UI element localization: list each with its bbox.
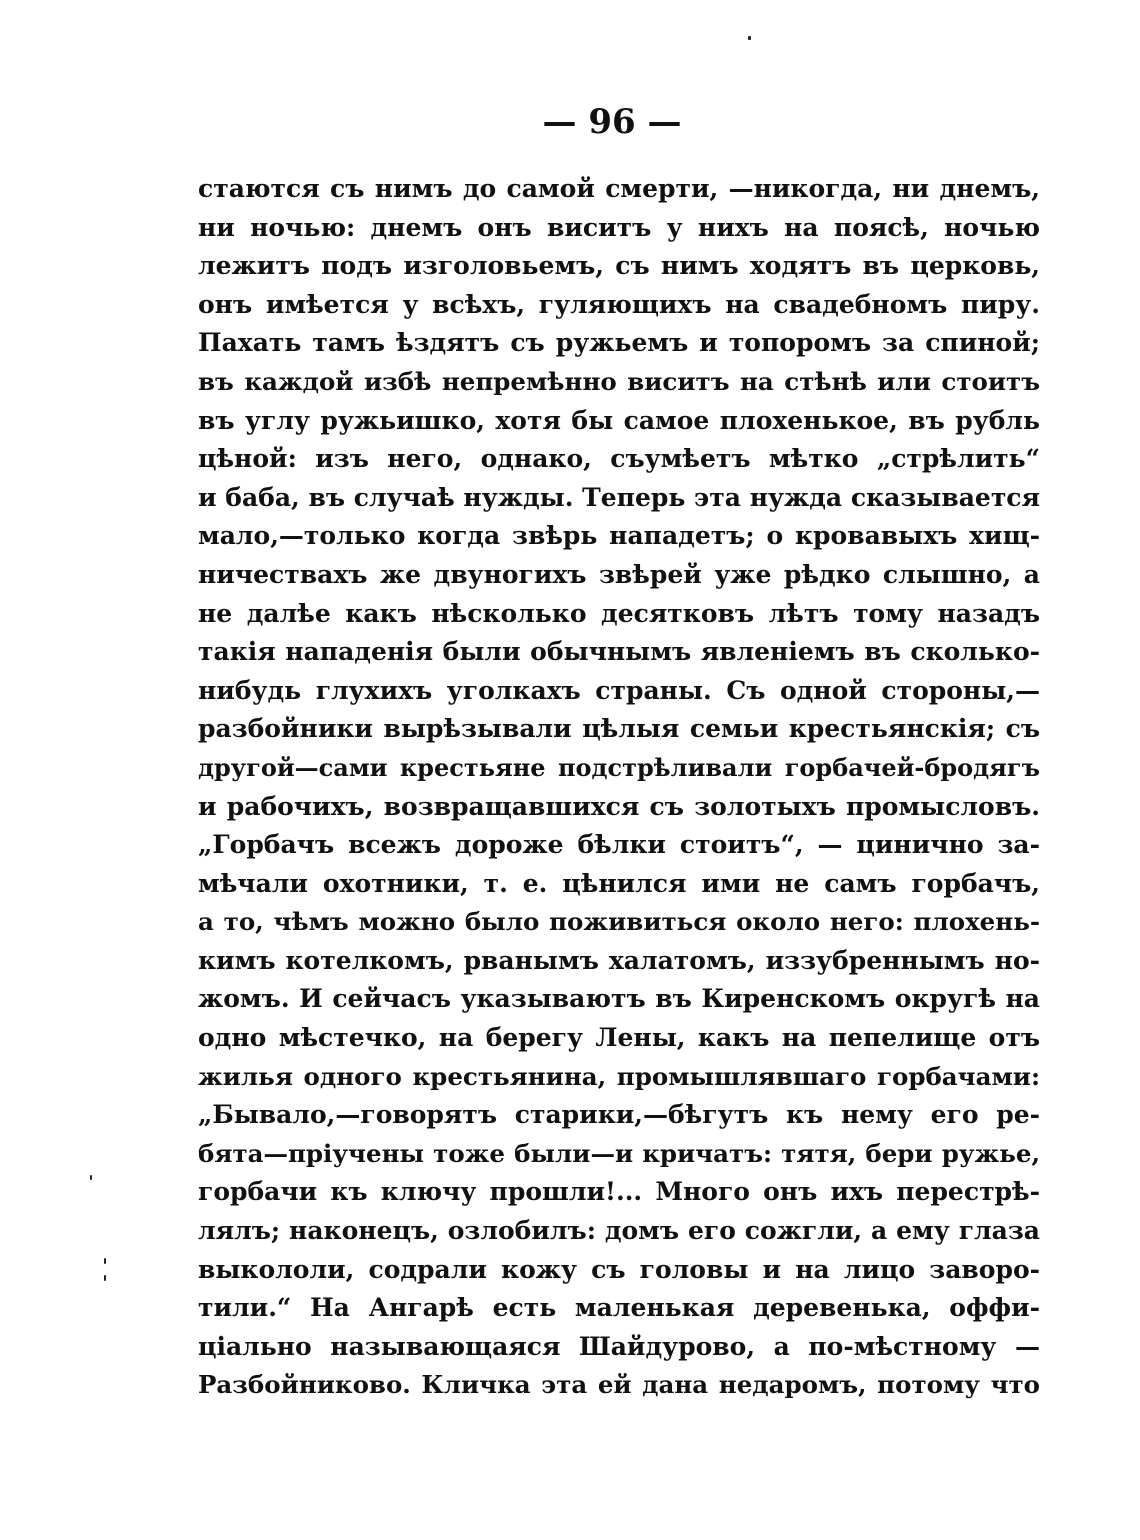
text-line: „Бывало,—говорятъ старики,—бѣгутъ къ нему его ре- xyxy=(198,1100,1040,1130)
body-text xyxy=(198,170,1040,1405)
text-line: разбойники вырѣзывали цѣлыя семьи крестьянскія; съ xyxy=(198,714,1040,744)
text-line: онъ имѣется у всѣхъ, гуляющихъ на свадебномъ пиру. xyxy=(198,289,1040,319)
text-line: выкололи, содрали кожу съ головы и на лицо заворо- xyxy=(198,1254,1040,1284)
scan-speck xyxy=(748,36,751,40)
text-line: Пахать тамъ ѣздятъ съ ружьемъ и топоромъ за спиной; xyxy=(198,328,1040,358)
scan-speck xyxy=(104,1275,106,1281)
text-line: и баба, въ случаѣ нужды. Теперь эта нужда сказывается xyxy=(198,482,1040,512)
text-line: не далѣе какъ нѣсколько десятковъ лѣтъ тому назадъ xyxy=(198,598,1040,628)
page-number: — 96 — xyxy=(542,102,682,142)
text-line: одно мѣстечко, на берегу Лены, какъ на пепелище отъ xyxy=(198,1023,1040,1053)
text-line: жилья одного крестьянина, промышлявшаго горбачами: xyxy=(198,1061,1040,1091)
text-line: нибудь глухихъ уголкахъ страны. Съ одной стороны,— xyxy=(198,675,1040,705)
text-line: въ каждой избѣ непремѣнно виситъ на стѣнѣ или стоитъ xyxy=(198,366,1040,396)
text-line: ничествахъ же двуногихъ звѣрей уже рѣдко слышно, а xyxy=(198,559,1040,589)
text-line: стаются съ нимъ до самой смерти, —никогда, ни днемъ, xyxy=(198,174,1040,203)
scan-speck xyxy=(104,1258,106,1264)
text-line: такія нападенія были обычнымъ явленіемъ въ сколько- xyxy=(198,637,1040,667)
text-line: бята—пріучены тоже были—и кричатъ: тятя, бери ружье, xyxy=(198,1138,1040,1168)
scan-speck xyxy=(90,1175,92,1180)
text-line: „Горбачъ всежъ дороже бѣлки стоитъ“, — цинично за- xyxy=(198,830,1040,860)
text-line: а то, чѣмъ можно было поживиться около него: плохень- xyxy=(198,907,1040,937)
text-line: и рабочихъ, возвращавшихся съ золотыхъ промысловъ. xyxy=(198,791,1040,821)
text-line: цѣной: изъ него, однако, съумѣетъ мѣтко „стрѣлить“ xyxy=(198,444,1040,474)
text-line: Разбойниково. Кличка эта ей дана недаромъ, потому что xyxy=(198,1370,1040,1400)
text-line: ни ночью: днемъ онъ виситъ у нихъ на поясѣ, ночью xyxy=(198,212,1040,242)
text-line: лялъ; наконецъ, озлобилъ: домъ его сожгли, а ему глаза xyxy=(198,1216,1040,1246)
text-line: горбачи къ ключу прошли!... Много онъ ихъ перестрѣ- xyxy=(198,1177,1040,1207)
text-line: въ углу ружьишко, хотя бы самое плохенькое, въ рубль xyxy=(198,405,1040,435)
text-line: другой—сами крестьяне подстрѣливали горбачей-бродягъ xyxy=(198,752,1040,782)
text-line: тили.“ На Ангарѣ есть маленькая деревенька, оффи- xyxy=(198,1293,1040,1323)
text-line: лежитъ подъ изголовьемъ, съ нимъ ходятъ въ церковь, xyxy=(198,251,1040,281)
text-line: кимъ котелкомъ, рванымъ халатомъ, иззубреннымъ но- xyxy=(198,945,1040,975)
text-line: мѣчали охотники, т. е. цѣнился ими не самъ горбачъ, xyxy=(198,868,1040,898)
text-line: мало,—только когда звѣрь нападетъ; о кровавыхъ хищ- xyxy=(198,521,1040,551)
text-line: жомъ. И сейчасъ указываютъ въ Киренскомъ округѣ на xyxy=(198,984,1040,1014)
text-line: ціально называющаяся Шайдурово, а по-мѣстному — xyxy=(198,1331,1040,1361)
